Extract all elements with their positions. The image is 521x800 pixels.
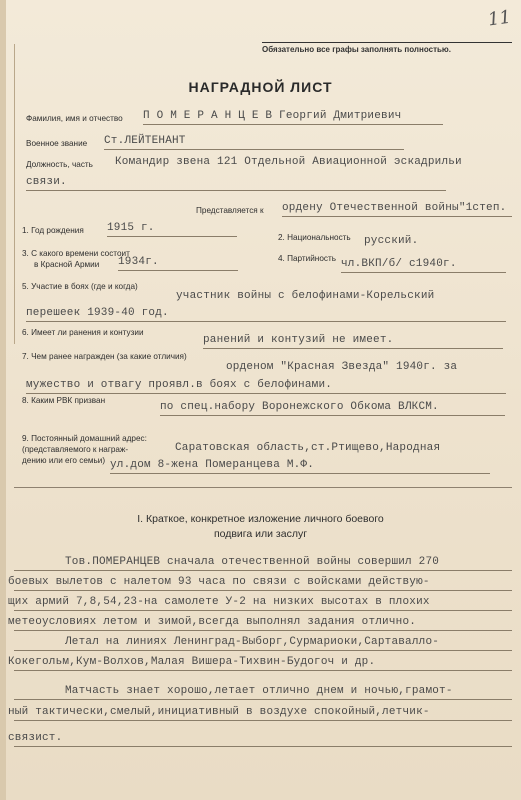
awards-label: 7. Чем ранее награжден (за какие отличия): [22, 352, 187, 361]
narrative-line: Кокегольм,Кум-Волхов,Малая Вишера-Тихвин-Будогоч и др.: [8, 656, 376, 668]
rank-underline: [104, 149, 404, 150]
narrative-line: щих армий 7,8,54,23-на самолете У-2 на низких высотах в плохих: [8, 596, 430, 608]
battles-label: 5. Участие в боях (где и когда): [22, 282, 138, 291]
wounds-value: ранений и контузий не имеет.: [203, 334, 394, 346]
section-separator: [14, 487, 512, 488]
awards-value-1: орденом "Красная Звезда" 1940г. за: [226, 361, 458, 373]
wounds-underline: [203, 348, 503, 349]
address-label-3: дению или его семьи): [22, 456, 106, 465]
top-note: Обязательно все графы заполнять полностью.: [262, 42, 512, 54]
position-label: Должность, часть: [26, 160, 93, 169]
position-value-2: связи.: [26, 176, 67, 188]
rvk-value: по спец.набору Воронежского Обкома ВЛКСМ.: [160, 401, 439, 413]
ruled-line: [14, 570, 512, 571]
army-since-label-1: 3. С какого времени состоит: [22, 249, 130, 258]
page-number: 11: [486, 6, 513, 31]
document-title: НАГРАДНОЙ ЛИСТ: [188, 79, 333, 95]
nominated-value: ордену Отечественной войны"1степ.: [282, 202, 507, 214]
name-label: Фамилия, имя и отчество: [26, 114, 123, 123]
army-since-label-2: в Красной Армии: [34, 260, 100, 269]
rvk-label: 8. Каким РВК призван: [22, 396, 106, 405]
battles-value-2: перешеек 1939-40 год.: [26, 307, 169, 319]
narrative-line: ный тактически,смелый,инициативный в воздухе спокойный,летчик-: [8, 706, 430, 718]
name-value: П О М Е Р А Н Ц Е В Георгий Дмитриевич: [143, 110, 402, 122]
address-value-1: Саратовская область,ст.Ртищево,Народная: [175, 442, 441, 454]
address-value-2: ул.дом 8-жена Померанцева М.Ф.: [110, 459, 315, 471]
narrative-line: метеоусловиях летом и зимой,всегда выполнял задания отлично.: [8, 616, 417, 628]
narrative-line: Тов.ПОМЕРАНЦЕВ сначала отечественной войны совершил 270: [65, 556, 440, 568]
army-since-underline: [118, 270, 238, 271]
rank-value: Ст.ЛЕЙТЕНАНТ: [104, 135, 186, 147]
rank-label: Военное звание: [26, 139, 88, 148]
nominated-label: Представляется к: [196, 206, 264, 215]
paper-edge: [0, 0, 6, 800]
birth-label: 1. Год рождения: [22, 226, 84, 235]
ruled-line: [14, 590, 512, 591]
army-since-value: 1934г.: [118, 256, 159, 268]
battles-value-1: участник войны с белофинами-Корельский: [176, 290, 435, 302]
party-underline: [341, 272, 506, 273]
nominated-underline: [282, 216, 512, 217]
nationality-value: русский.: [364, 235, 419, 247]
ruled-line: [14, 610, 512, 611]
battles-underline: [26, 321, 506, 322]
birth-value: 1915 г.: [107, 222, 155, 234]
ruled-line: [14, 720, 512, 721]
address-label-1: 9. Постоянный домашний адрес:: [22, 434, 147, 443]
party-value: чл.ВКП/б/ с1940г.: [341, 258, 457, 270]
ruled-line: [14, 630, 512, 631]
ruled-line: [14, 650, 512, 651]
address-underline: [110, 473, 490, 474]
narrative-line: Летал на линиях Ленинград-Выборг,Сурмариоки,Сартавалло-: [65, 636, 440, 648]
party-label: 4. Партийность: [278, 254, 336, 263]
ruled-line: [14, 699, 512, 700]
awards-underline: [26, 393, 506, 394]
awards-value-2: мужество и отвагу проявл.в боях с белофинами.: [26, 379, 333, 391]
address-label-2: (представляемого к награж-: [22, 445, 129, 454]
ruled-line: [14, 670, 512, 671]
narrative-line: Матчасть знает хорошо,летает отлично днем и ночью,грамот-: [65, 685, 453, 697]
birth-underline: [107, 236, 237, 237]
wounds-label: 6. Имеет ли ранения и контузии: [22, 328, 144, 337]
name-underline: [143, 124, 443, 125]
ruled-line: [14, 746, 512, 747]
narrative-line: боевых вылетов с налетом 93 часа по связи с войсками действую-: [8, 576, 430, 588]
section-title-1: I. Краткое, конкретное изложение личного боевого: [137, 513, 384, 525]
rvk-underline: [160, 415, 505, 416]
nationality-label: 2. Национальность: [278, 233, 351, 242]
position-value-1: Командир звена 121 Отдельной Авиационной эскадрильи: [115, 156, 462, 168]
narrative-line: связист.: [8, 732, 63, 744]
position-underline: [26, 190, 446, 191]
section-title-2: подвига или заслуг: [213, 528, 308, 540]
